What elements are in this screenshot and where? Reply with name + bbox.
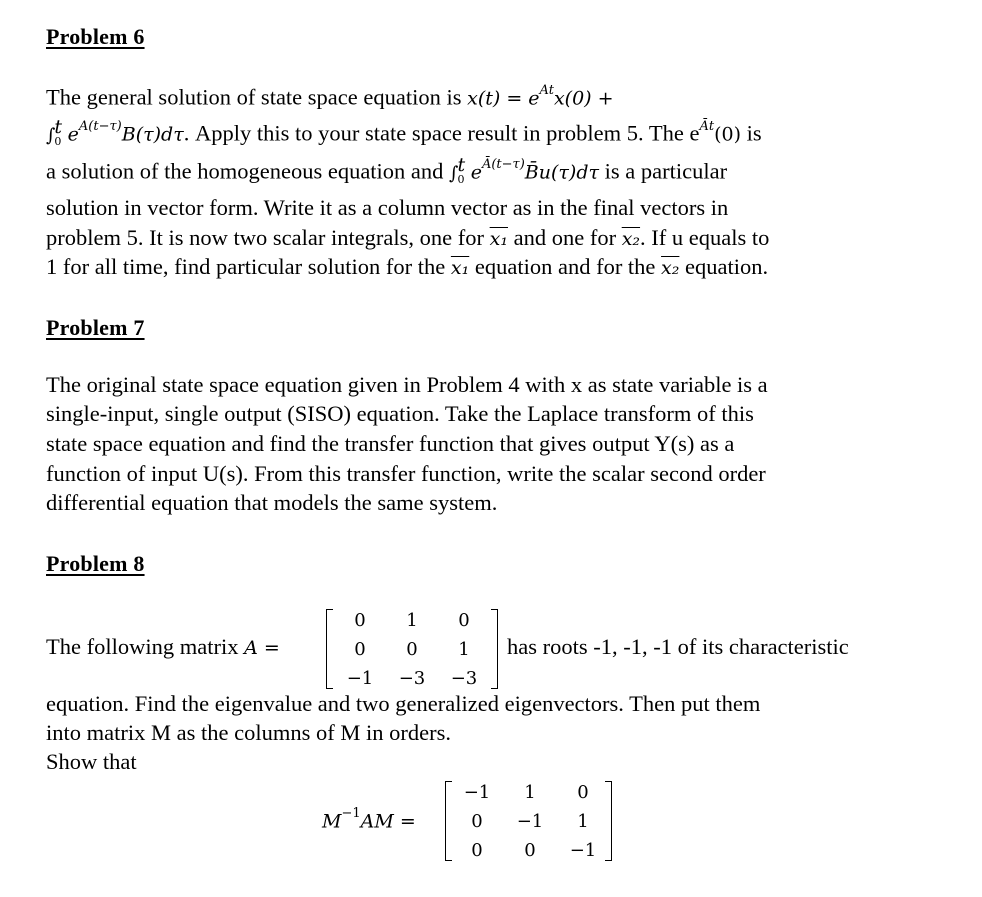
p6-l5-text3: . If u equals to — [640, 225, 770, 250]
p8-line-1-pre — [46, 636, 280, 659]
p6-l1-math2: x(0) + — [553, 87, 614, 110]
problem-7-heading: Problem 7 — [46, 315, 145, 340]
p8-result-label — [322, 806, 416, 833]
problem-6-heading: Problem 6 — [46, 24, 145, 49]
p8-line-3: into matrix M as the columns of M in orders. — [46, 720, 451, 745]
p6-l2-text2: is — [741, 120, 762, 146]
p6-l3-sup: Ā(t−τ) — [481, 157, 525, 172]
p6-l3-text2: is a particular — [599, 158, 728, 184]
p8-result-m: M — [322, 810, 342, 833]
p6-l3-text: a solution of the homogeneous equation and — [46, 158, 450, 184]
matrix-j-cell: 0 — [524, 840, 536, 861]
p6-l3-integral: ∫ — [449, 162, 459, 184]
problem-8-heading: Problem 8 — [46, 551, 145, 576]
p6-l3-e: e — [470, 161, 482, 184]
p6-l1-math: x(t) = e — [467, 87, 540, 110]
p6-l2-ub: t — [54, 116, 63, 139]
p6-l3-math: B̄u(τ)dτ — [524, 161, 600, 184]
p6-line-2 — [46, 116, 762, 149]
matrix-j-left-bracket — [445, 781, 452, 861]
p8-line-1-post: has roots -1, -1, -1 of its characteristic — [507, 634, 849, 659]
matrix-j-right-bracket — [605, 781, 612, 861]
p6-l5-x1: x₁ — [489, 228, 508, 250]
p6-l3-lb: 0 — [457, 173, 465, 187]
p6-line-6 — [46, 256, 768, 279]
p7-line-1: The original state space equation given in Problem 4 with x as state variable is a — [46, 372, 768, 397]
p8-line-4: Show that — [46, 749, 137, 774]
matrix-a-cell: 0 — [354, 639, 366, 660]
matrix-j-cell: 1 — [524, 782, 536, 803]
matrix-a-cell: −3 — [450, 668, 478, 689]
matrix-j-cell: 0 — [471, 811, 483, 832]
p6-l2-sup2: Āt — [699, 119, 715, 134]
p6-l2-integral: ∫ — [46, 124, 56, 146]
p6-line-5 — [46, 227, 769, 250]
p7-line-5: differential equation that models the same system. — [46, 490, 498, 515]
p6-line-3 — [46, 154, 728, 187]
matrix-j — [452, 782, 608, 861]
p6-l3-ub: t — [457, 154, 466, 177]
matrix-a-cell: 1 — [406, 610, 418, 631]
p6-l6-x2: x₂ — [661, 257, 680, 279]
matrix-a-cell: −1 — [346, 668, 374, 689]
p6-l2-limits — [54, 116, 63, 149]
matrix-a-left-bracket — [326, 609, 333, 689]
p8-result-sup: −1 — [341, 806, 361, 821]
p6-l6-text3: equation. — [679, 254, 769, 279]
matrix-a-right-bracket — [491, 609, 498, 689]
p8-matrix-a-label: A = — [244, 637, 280, 659]
p6-l1-sup: At — [539, 83, 554, 98]
matrix-a-cell: −3 — [398, 668, 426, 689]
p8-l1-text: The following matrix — [46, 634, 245, 659]
p6-l6-x1: x₁ — [450, 257, 470, 279]
p6-l1-text: The general solution of state space equation is — [46, 84, 468, 110]
p6-l2-lb: 0 — [54, 135, 62, 149]
p6-l2-sup: A(t−τ) — [78, 119, 122, 134]
p6-l6-text2: equation and for the — [469, 254, 662, 279]
p6-l5-text: problem 5. It is now two scalar integrals, one for — [46, 225, 490, 250]
p7-line-3: state space equation and find the transfer function that gives output Y(s) as a — [46, 431, 735, 456]
matrix-a-cell: 0 — [458, 610, 470, 631]
matrix-a-cell: 0 — [406, 639, 418, 660]
matrix-j-cell: −1 — [463, 782, 491, 803]
matrix-a — [334, 610, 492, 689]
matrix-j-cell: 0 — [577, 782, 589, 803]
p6-l5-x2: x₂ — [621, 228, 641, 250]
p6-line-1 — [46, 83, 614, 110]
p6-l2-text: . Apply this to your state space result in problem 5. The e — [183, 120, 700, 146]
p8-result-am: AM = — [360, 810, 416, 833]
p6-l2-e: e — [67, 123, 79, 146]
p6-l6-text: 1 for all time, find particular solution for the — [46, 254, 451, 279]
matrix-j-cell: 0 — [471, 840, 483, 861]
p6-l3-limits — [457, 154, 466, 187]
p6-l5-text2: and one for — [507, 225, 622, 250]
matrix-a-cell: 0 — [354, 610, 366, 631]
p8-line-2: equation. Find the eigenvalue and two generalized eigenvectors. Then put them — [46, 691, 761, 716]
matrix-a-cell: 1 — [458, 639, 470, 660]
p6-l2-math2: (0) — [714, 123, 742, 146]
p7-line-2: single-input, single output (SISO) equation. Take the Laplace transform of this — [46, 401, 754, 426]
p6-line-4: solution in vector form. Write it as a column vector as in the final vectors in — [46, 195, 729, 220]
p6-l2-math: B(τ)dτ — [121, 123, 184, 146]
matrix-j-cell: −1 — [569, 840, 597, 861]
matrix-j-cell: 1 — [577, 811, 589, 832]
p7-line-4: function of input U(s). From this transfer function, write the scalar second order — [46, 461, 766, 486]
matrix-j-cell: −1 — [516, 811, 544, 832]
